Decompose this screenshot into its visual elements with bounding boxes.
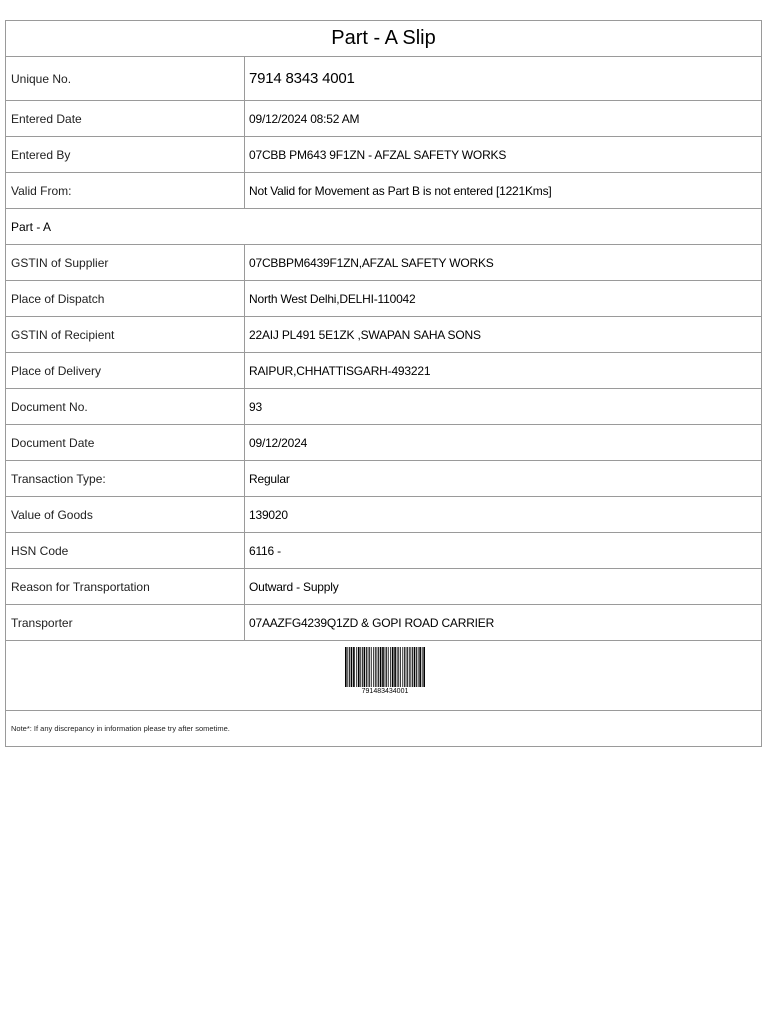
barcode-bar <box>356 647 357 687</box>
hsn-code-label: HSN Code <box>6 533 245 568</box>
transporter-label: Transporter <box>6 605 245 640</box>
barcode-bar <box>423 647 425 687</box>
barcode-bar <box>404 647 405 687</box>
barcode-bars <box>345 647 425 687</box>
barcode-bar <box>385 647 386 687</box>
valid-from-value: Not Valid for Movement as Part B is not entered [1221Kms] <box>249 183 552 198</box>
barcode-bar <box>382 647 384 687</box>
document-no-value: 93 <box>249 399 262 414</box>
barcode-bar <box>378 647 379 687</box>
reason-transport-row <box>6 569 761 605</box>
barcode-row <box>6 641 761 711</box>
gstin-recipient-value: 22AIJ PL491 5E1ZK ,SWAPAN SAHA SONS <box>249 327 481 342</box>
barcode-bar <box>371 647 372 687</box>
barcode-bar <box>360 647 361 687</box>
place-delivery-value: RAIPUR,CHHATTISGARH-493221 <box>249 363 431 378</box>
transaction-type-value: Regular <box>249 471 290 486</box>
barcode-bar <box>345 647 347 687</box>
barcode-bar <box>362 647 363 687</box>
barcode-bar <box>364 647 366 687</box>
barcode-bar <box>400 647 401 687</box>
entered-by-label: Entered By <box>6 137 245 172</box>
barcode-bar <box>353 647 355 687</box>
document-date-value: 09/12/2024 <box>249 435 308 450</box>
transporter-row <box>6 605 761 641</box>
barcode-bar <box>409 647 410 687</box>
gstin-supplier-row <box>6 245 761 281</box>
discrepancy-note: Note*: If any discrepancy in information please try after sometime. <box>11 724 230 733</box>
value-goods-label: Value of Goods <box>6 497 245 532</box>
place-delivery-label: Place of Delivery <box>6 353 245 388</box>
place-dispatch-value: North West Delhi,DELHI-110042 <box>249 291 416 306</box>
barcode-bar <box>406 647 407 687</box>
hsn-code-value: 6116 - <box>249 543 281 558</box>
gstin-recipient-label: GSTIN of Recipient <box>6 317 245 352</box>
barcode-bar <box>347 647 348 687</box>
valid-from-label: Valid From: <box>6 173 245 208</box>
document-date-row <box>6 425 761 461</box>
barcode-bar <box>366 647 367 687</box>
transaction-type-label: Transaction Type: <box>6 461 245 496</box>
barcode-bar <box>414 647 416 687</box>
barcode-number: 791483434001 <box>361 688 409 695</box>
barcode-bar <box>422 647 423 687</box>
barcode-bar <box>402 647 403 687</box>
value-goods-value: 139020 <box>249 507 288 522</box>
entered-by-row <box>6 137 761 173</box>
gstin-recipient-row <box>6 317 761 353</box>
place-dispatch-label: Place of Dispatch <box>6 281 245 316</box>
transporter-value: 07AAZFG4239Q1ZD & GOPI ROAD CARRIER <box>249 615 495 630</box>
barcode-bar <box>416 647 417 687</box>
document-no-row <box>6 389 761 425</box>
barcode-bar <box>388 647 389 687</box>
barcode-bar <box>369 647 370 687</box>
part-a-slip <box>5 20 762 747</box>
entered-date-value: 09/12/2024 08:52 AM <box>249 111 360 126</box>
barcode-bar <box>380 647 382 687</box>
reason-transport-value: Outward - Supply <box>249 579 339 594</box>
barcode-bar <box>419 647 421 687</box>
valid-from-row <box>6 173 761 209</box>
reason-transport-label: Reason for Transportation <box>6 569 245 604</box>
barcode-bar <box>377 647 378 687</box>
value-goods-row <box>6 497 761 533</box>
unique-no-row <box>6 57 761 101</box>
hsn-code-row <box>6 533 761 569</box>
gstin-supplier-label: GSTIN of Supplier <box>6 245 245 280</box>
barcode-bar <box>418 647 419 687</box>
barcode-bar <box>394 647 396 687</box>
barcode-bar <box>358 647 360 687</box>
barcode-bar <box>368 647 369 687</box>
barcode-bar <box>397 647 398 687</box>
part-a-section-title: Part - A <box>6 209 761 245</box>
entered-date-row <box>6 101 761 137</box>
gstin-supplier-value: 07CBBPM6439F1ZN,AFZAL SAFETY WORKS <box>249 255 494 270</box>
barcode-bar <box>349 647 350 687</box>
transaction-type-row <box>6 461 761 497</box>
barcode-bar <box>398 647 399 687</box>
slip-title: Part - A Slip <box>6 21 761 57</box>
barcode-bar <box>392 647 394 687</box>
entered-date-label: Entered Date <box>6 101 245 136</box>
unique-no-value: 7914 8343 4001 <box>249 70 355 87</box>
barcode-bar <box>412 647 413 687</box>
barcode <box>345 647 425 695</box>
barcode-bar <box>390 647 391 687</box>
entered-by-value: 07CBB PM643 9F1ZN - AFZAL SAFETY WORKS <box>249 147 507 162</box>
barcode-bar <box>375 647 376 687</box>
document-date-label: Document Date <box>6 425 245 460</box>
barcode-bar <box>386 647 387 687</box>
place-delivery-row <box>6 353 761 389</box>
barcode-bar <box>407 647 408 687</box>
barcode-bar <box>373 647 374 687</box>
unique-no-label: Unique No. <box>6 57 245 100</box>
barcode-bar <box>410 647 411 687</box>
document-no-label: Document No. <box>6 389 245 424</box>
place-dispatch-row <box>6 281 761 317</box>
barcode-bar <box>351 647 353 687</box>
